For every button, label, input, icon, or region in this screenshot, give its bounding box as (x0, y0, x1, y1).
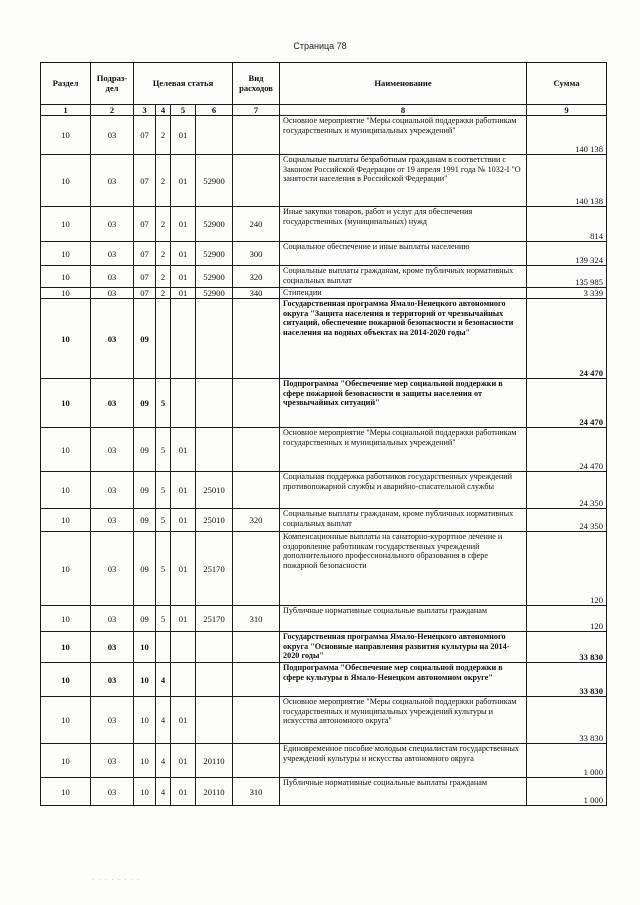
cell-sum: 120 (527, 606, 607, 632)
table-row (41, 778, 607, 806)
cell-expense-type (233, 472, 280, 509)
cell-program-code: 07 (134, 207, 156, 242)
cell-sum: 135 985 (527, 266, 607, 288)
cell-program-code: 10 (134, 744, 156, 778)
cell-expense-type: 300 (233, 242, 280, 266)
cell-razdel: 10 (41, 428, 91, 472)
cell-program-code: 07 (134, 242, 156, 266)
cell-measure-code: 01 (171, 155, 196, 207)
column-number: 1 (41, 105, 91, 116)
cell-name: Государственная программа Ямало-Ненецкого автономного округа "Основные направления развития культуры на 2014-2020 годы" (280, 632, 527, 663)
cell-program-code: 10 (134, 663, 156, 697)
column-number: 6 (196, 105, 233, 116)
cell-program-code: 09 (134, 472, 156, 509)
cell-name: Социальные выплаты гражданам, кроме публичных нормативных социальных выплат (280, 266, 527, 288)
cell-sum: 120 (527, 532, 607, 606)
table-row (41, 663, 607, 697)
cell-subprogram-code: 5 (156, 472, 171, 509)
cell-razdel: 10 (41, 288, 91, 299)
table-row (41, 299, 607, 379)
table-row (41, 744, 607, 778)
cell-subprogram-code: 2 (156, 155, 171, 207)
cell-direction-code (196, 632, 233, 663)
cell-subprogram-code: 5 (156, 606, 171, 632)
cell-subprogram-code: 2 (156, 116, 171, 155)
cell-expense-type (233, 532, 280, 606)
cell-program-code: 09 (134, 509, 156, 532)
cell-podrazdel: 03 (91, 472, 134, 509)
cell-measure-code: 01 (171, 778, 196, 806)
cell-razdel: 10 (41, 663, 91, 697)
table-row (41, 266, 607, 288)
cell-sum: 140 138 (527, 116, 607, 155)
cell-measure-code: 01 (171, 428, 196, 472)
cell-measure-code: 01 (171, 207, 196, 242)
cell-direction-code (196, 663, 233, 697)
cell-measure-code: 01 (171, 288, 196, 299)
cell-name: Стипендии (280, 288, 527, 299)
column-number: 3 (134, 105, 156, 116)
cell-program-code: 10 (134, 632, 156, 663)
cell-podrazdel: 03 (91, 778, 134, 806)
cell-direction-code: 52900 (196, 207, 233, 242)
cell-program-code: 09 (134, 532, 156, 606)
cell-razdel: 10 (41, 379, 91, 428)
cell-name: Иные закупки товаров, работ и услуг для обеспечения государственных (муниципальных) нужд (280, 207, 527, 242)
cell-expense-type: 320 (233, 266, 280, 288)
header-expense-type: Вид расходов (233, 63, 280, 105)
table-row (41, 632, 607, 663)
cell-expense-type (233, 379, 280, 428)
cell-razdel: 10 (41, 744, 91, 778)
cell-name: Единовременное пособие молодым специалистам государственных учреждений культуры и искусства автономного округа (280, 744, 527, 778)
cell-direction-code: 52900 (196, 288, 233, 299)
scan-mark: · · · · · · · · (92, 876, 141, 884)
table-body (41, 116, 607, 806)
cell-razdel: 10 (41, 266, 91, 288)
cell-measure-code: 01 (171, 242, 196, 266)
column-number-row (41, 105, 607, 116)
cell-program-code: 07 (134, 288, 156, 299)
page-number: Страница 78 (293, 41, 347, 51)
table-row (41, 288, 607, 299)
cell-expense-type (233, 155, 280, 207)
cell-sum: 33 830 (527, 632, 607, 663)
cell-subprogram-code: 4 (156, 697, 171, 744)
cell-sum: 24 470 (527, 299, 607, 379)
header-target-article: Целевая статья (134, 63, 233, 105)
cell-direction-code (196, 116, 233, 155)
cell-direction-code: 20110 (196, 744, 233, 778)
cell-direction-code (196, 428, 233, 472)
cell-subprogram-code: 2 (156, 288, 171, 299)
table-row (41, 428, 607, 472)
cell-podrazdel: 03 (91, 116, 134, 155)
cell-podrazdel: 03 (91, 288, 134, 299)
cell-program-code: 07 (134, 266, 156, 288)
cell-razdel: 10 (41, 242, 91, 266)
cell-program-code: 09 (134, 428, 156, 472)
table-row (41, 155, 607, 207)
cell-sum: 1 000 (527, 744, 607, 778)
cell-measure-code: 01 (171, 509, 196, 532)
cell-subprogram-code (156, 299, 171, 379)
cell-measure-code: 01 (171, 472, 196, 509)
cell-name: Основное мероприятие "Меры социальной поддержки работникам государственных и муниципальных учреждений" (280, 116, 527, 155)
cell-razdel: 10 (41, 532, 91, 606)
table-row (41, 606, 607, 632)
table-row (41, 242, 607, 266)
cell-razdel: 10 (41, 632, 91, 663)
cell-name: Публичные нормативные социальные выплаты гражданам (280, 606, 527, 632)
cell-name: Социальные выплаты гражданам, кроме публичных нормативных социальных выплат (280, 509, 527, 532)
cell-sum: 3 339 (527, 288, 607, 299)
cell-podrazdel: 03 (91, 379, 134, 428)
cell-measure-code: 01 (171, 744, 196, 778)
cell-measure-code (171, 632, 196, 663)
cell-podrazdel: 03 (91, 428, 134, 472)
cell-name: Государственная программа Ямало-Ненецкого автономного округа "Защита населения и территорий от чрезвычайных ситуаций, обеспечение пожарной безопасности и безопасности населения на водных объектах на 2014-2020 годы" (280, 299, 527, 379)
cell-name: Основное мероприятие "Меры социальной поддержки работникам государственных и муниципальных учреждений культуры и искусства автономного округа" (280, 697, 527, 744)
cell-podrazdel: 03 (91, 606, 134, 632)
cell-podrazdel: 03 (91, 697, 134, 744)
cell-name: Социальные выплаты безработным гражданам в соответствии с Законом Российской Федерации от 19 апреля 1991 года № 1032-I "О занятости населения в Российской Федерации" (280, 155, 527, 207)
cell-podrazdel: 03 (91, 532, 134, 606)
table-row (41, 509, 607, 532)
cell-subprogram-code (156, 632, 171, 663)
cell-sum: 24 470 (527, 379, 607, 428)
cell-razdel: 10 (41, 299, 91, 379)
column-number: 4 (156, 105, 171, 116)
cell-sum: 24 470 (527, 428, 607, 472)
header-razdel: Раздел (41, 63, 91, 105)
cell-razdel: 10 (41, 778, 91, 806)
cell-sum: 33 830 (527, 663, 607, 697)
cell-program-code: 10 (134, 697, 156, 744)
cell-razdel: 10 (41, 697, 91, 744)
table-row (41, 697, 607, 744)
cell-sum: 33 830 (527, 697, 607, 744)
cell-direction-code: 52900 (196, 242, 233, 266)
cell-podrazdel: 03 (91, 207, 134, 242)
cell-direction-code: 25170 (196, 606, 233, 632)
column-number: 2 (91, 105, 134, 116)
cell-expense-type (233, 697, 280, 744)
table-row (41, 207, 607, 242)
cell-direction-code: 20110 (196, 778, 233, 806)
cell-measure-code (171, 299, 196, 379)
cell-podrazdel: 03 (91, 632, 134, 663)
cell-expense-type: 240 (233, 207, 280, 242)
column-number: 8 (280, 105, 527, 116)
cell-subprogram-code: 4 (156, 744, 171, 778)
cell-podrazdel: 03 (91, 299, 134, 379)
cell-podrazdel: 03 (91, 242, 134, 266)
cell-name: Компенсационные выплаты на санаторно-курортное лечение и оздоровление работникам государственных учреждений дополнительного профессионального образования в сфере пожарной безопасности (280, 532, 527, 606)
cell-name: Социальное обеспечение и иные выплаты населению (280, 242, 527, 266)
cell-measure-code (171, 379, 196, 428)
cell-subprogram-code: 5 (156, 428, 171, 472)
cell-subprogram-code: 5 (156, 532, 171, 606)
table-row (41, 532, 607, 606)
budget-table (40, 62, 607, 806)
column-number: 5 (171, 105, 196, 116)
cell-program-code: 09 (134, 606, 156, 632)
cell-name: Публичные нормативные социальные выплаты гражданам (280, 778, 527, 806)
cell-measure-code: 01 (171, 532, 196, 606)
cell-program-code: 09 (134, 299, 156, 379)
cell-measure-code: 01 (171, 606, 196, 632)
cell-expense-type (233, 116, 280, 155)
cell-name: Основное мероприятие "Меры социальной поддержки работникам государственных и муниципальных учреждений" (280, 428, 527, 472)
cell-sum: 24 350 (527, 509, 607, 532)
cell-razdel: 10 (41, 606, 91, 632)
cell-measure-code (171, 663, 196, 697)
cell-measure-code: 01 (171, 266, 196, 288)
cell-expense-type: 310 (233, 606, 280, 632)
header-sum: Сумма (527, 63, 607, 105)
cell-sum: 139 324 (527, 242, 607, 266)
cell-subprogram-code: 5 (156, 379, 171, 428)
cell-measure-code: 01 (171, 116, 196, 155)
column-number: 9 (527, 105, 607, 116)
cell-program-code: 10 (134, 778, 156, 806)
cell-razdel: 10 (41, 472, 91, 509)
cell-direction-code: 52900 (196, 155, 233, 207)
column-number: 7 (233, 105, 280, 116)
header-row (41, 63, 607, 105)
cell-direction-code: 25010 (196, 472, 233, 509)
cell-direction-code: 52900 (196, 266, 233, 288)
cell-razdel: 10 (41, 116, 91, 155)
cell-measure-code: 01 (171, 697, 196, 744)
cell-program-code: 09 (134, 379, 156, 428)
cell-podrazdel: 03 (91, 155, 134, 207)
header-name: Наименование (280, 63, 527, 105)
cell-sum: 140 138 (527, 155, 607, 207)
cell-razdel: 10 (41, 155, 91, 207)
cell-expense-type: 310 (233, 778, 280, 806)
table-row (41, 116, 607, 155)
cell-subprogram-code: 4 (156, 778, 171, 806)
cell-direction-code (196, 697, 233, 744)
cell-podrazdel: 03 (91, 509, 134, 532)
cell-program-code: 07 (134, 155, 156, 207)
cell-podrazdel: 03 (91, 663, 134, 697)
cell-direction-code (196, 379, 233, 428)
cell-podrazdel: 03 (91, 744, 134, 778)
cell-subprogram-code: 2 (156, 207, 171, 242)
cell-expense-type (233, 663, 280, 697)
cell-subprogram-code: 5 (156, 509, 171, 532)
cell-name: Социальная поддержка работников государственных учреждений противопожарной службы и аварийно-спасательной службы (280, 472, 527, 509)
cell-expense-type: 340 (233, 288, 280, 299)
cell-subprogram-code: 2 (156, 242, 171, 266)
cell-sum: 24 350 (527, 472, 607, 509)
cell-expense-type (233, 428, 280, 472)
cell-expense-type: 320 (233, 509, 280, 532)
cell-name: Подпрограмма "Обеспечение мер социальной поддержки в сфере культуры в Ямало-Ненецком автономном округе" (280, 663, 527, 697)
cell-sum: 1 000 (527, 778, 607, 806)
cell-razdel: 10 (41, 207, 91, 242)
cell-sum: 814 (527, 207, 607, 242)
header-podrazdel: Подраз- дел (91, 63, 134, 105)
cell-podrazdel: 03 (91, 266, 134, 288)
cell-program-code: 07 (134, 116, 156, 155)
cell-subprogram-code: 4 (156, 663, 171, 697)
cell-razdel: 10 (41, 509, 91, 532)
cell-expense-type (233, 299, 280, 379)
cell-subprogram-code: 2 (156, 266, 171, 288)
cell-direction-code: 25170 (196, 532, 233, 606)
cell-expense-type (233, 632, 280, 663)
cell-name: Подпрограмма "Обеспечение мер социальной поддержки в сфере пожарной безопасности и защиты населения от чрезвычайных ситуаций" (280, 379, 527, 428)
cell-direction-code: 25010 (196, 509, 233, 532)
cell-expense-type (233, 744, 280, 778)
table-row (41, 472, 607, 509)
table-row (41, 379, 607, 428)
cell-direction-code (196, 299, 233, 379)
